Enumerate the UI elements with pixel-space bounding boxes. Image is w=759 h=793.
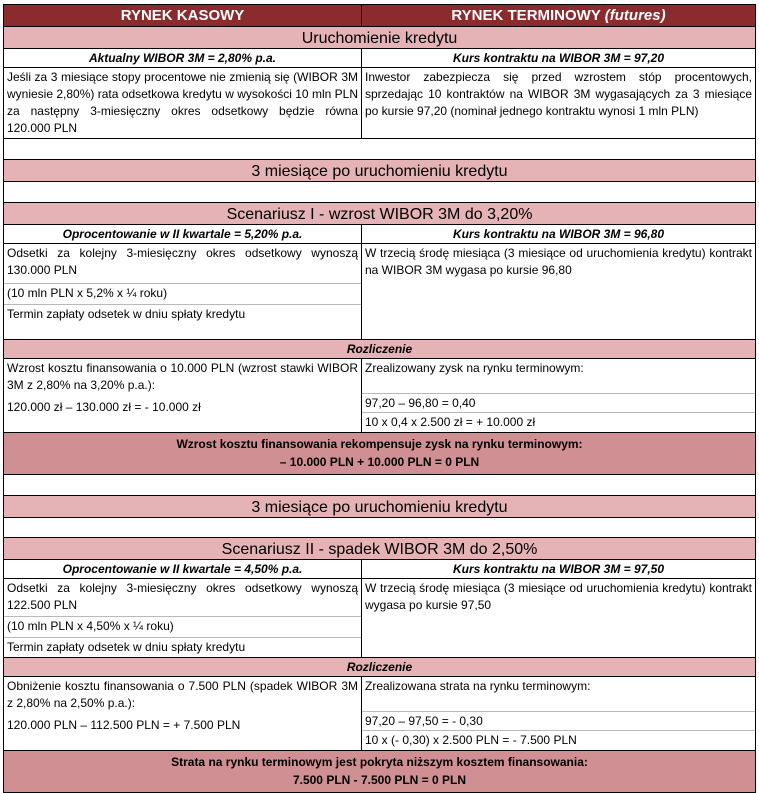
after-3-months-title: 3 miesiące po uruchomieniu kredytu (3, 159, 756, 182)
scenario-1-interest-rate: Oprocentowanie w II kwartale = 5,20% p.a. (3, 224, 362, 244)
scenario-1-settlement-title: Rozliczenie (3, 339, 756, 359)
scenario-1-spot-details (3, 243, 362, 340)
launch-futures-description: Inwestor zabezpiecza się przed wzrostem stóp procentowych, sprzedając 10 kontraktów na WIBOR 3M wygasających za 3 miesiące po kursie 97,20 (nominał jednego kontraktu wynosi 1 mln PLN) (361, 67, 756, 139)
scenario-1-cost-increase: Wzrost kosztu finansowania o 10.000 PLN (wzrost stawki WIBOR 3M z 2,80% na 3,20% p.a.): (7, 361, 358, 392)
futures-market-header (361, 4, 756, 27)
scenario-2-interest-formula: (10 mln PLN x 4,50% x ¼ roku) (4, 616, 361, 636)
spacer-row (3, 517, 756, 538)
scenario-1-cost-calc: 120.000 zł – 130.000 zł = - 10.000 zł (7, 400, 201, 414)
scenario-1-summary (3, 432, 756, 475)
wibor-hedging-table (3, 5, 756, 793)
scenario-1-contract-price: Kurs kontraktu na WIBOR 3M = 96,80 (361, 224, 756, 244)
scenario-1-settlement-futures (361, 358, 756, 433)
spacer-row (3, 474, 756, 496)
spot-market-header (3, 4, 362, 27)
spacer-row (3, 138, 756, 160)
scenario-2-summary-result: 7.500 PLN - 7.500 PLN = 0 PLN (292, 773, 467, 787)
scenario-2-settlement-spot (3, 676, 362, 751)
scenario-1-settlement-spot (3, 358, 362, 433)
scenario-2-price-diff: 97,20 – 97,50 = - 0,30 (362, 711, 755, 730)
scenario-1-summary-text: Wzrost kosztu finansowania rekompensuje zysk na rynku terminowym: (176, 437, 583, 451)
launch-title: Uruchomienie kredytu (3, 26, 756, 49)
spacer-row (3, 181, 756, 203)
scenario-1-price-diff: 97,20 – 96,80 = 0,40 (362, 393, 755, 412)
table-header (3, 5, 756, 27)
scenario-2-summary (3, 750, 756, 793)
launch-wibor-rate: Aktualny WIBOR 3M = 2,80% p.a. (3, 48, 362, 68)
scenario-2-contract-price: Kurs kontraktu na WIBOR 3M = 97,50 (361, 559, 756, 579)
launch-spot-description: Jeśli za 3 miesiące stopy procentowe nie zmienią się (WIBOR 3M wyniesie 2,80%) rata odsetkowa kredytu w wysokości 10 mln PLN za następny 3-miesięczny okres odsetkowy będzie równa 120.000 PLN (3, 67, 362, 139)
scenario-1-title: Scenariusz I - wzrost WIBOR 3M do 3,20% (3, 202, 756, 225)
scenario-2-interest-amount: Odsetki za kolejny 3-miesięczny okres odsetkowy wynoszą 122.500 PLN (7, 581, 358, 612)
scenario-2-title: Scenariusz II - spadek WIBOR 3M do 2,50% (3, 537, 756, 560)
launch-contract-price: Kurs kontraktu na WIBOR 3M = 97,20 (361, 48, 756, 68)
scenario-2-summary-text: Strata na rynku terminowym jest pokryta niższym kosztem finansowania: (171, 755, 588, 769)
scenario-2-futures-expiry: W trzecią środę miesiąca (3 miesiące od uruchomienia kredytu) kontrakt wygasa po kursie 97,50 (361, 578, 756, 658)
futures-italic-label: (futures) (604, 7, 666, 24)
scenario-1-profit-label: Zrealizowany zysk na rynku terminowym: (365, 361, 584, 375)
scenario-1-payment-term: Termin zapłaty odsetek w dniu spłaty kredytu (4, 304, 361, 325)
scenario-1-profit-calc: 10 x 0,4 x 2.500 zł = + 10.000 zł (362, 412, 755, 432)
scenario-1-futures-expiry: W trzecią środę miesiąca (3 miesiące od uruchomienia kredytu) kontrakt na WIBOR 3M wygasa po kursie 96,80 (361, 243, 756, 340)
scenario-2-cost-decrease: Obniżenie kosztu finansowania o 7.500 PLN (spadek WIBOR 3M z 2,80% na 2,50% p.a.): (7, 679, 358, 710)
scenario-2-spot-details (3, 578, 362, 658)
spot-market-label: RYNEK KASOWY (120, 7, 245, 24)
scenario-1-interest-amount: Odsetki za kolejny 3-miesięczny okres odsetkowy wynoszą 130.000 PLN (7, 246, 358, 277)
after-3-months-title-2: 3 miesiące po uruchomieniu kredytu (3, 495, 756, 518)
scenario-2-cost-calc: 120.000 PLN – 112.500 PLN = + 7.500 PLN (7, 718, 241, 732)
scenario-1-summary-result: – 10.000 PLN + 10.000 PLN = 0 PLN (279, 455, 480, 469)
scenario-1-interest-formula: (10 mln PLN x 5,2% x ¼ roku) (4, 283, 361, 304)
scenario-2-loss-label: Zrealizowana strata na rynku terminowym: (365, 679, 591, 693)
scenario-2-settlement-futures (361, 676, 756, 751)
scenario-2-interest-rate: Oprocentowanie w II kwartale = 4,50% p.a. (3, 559, 362, 579)
scenario-2-loss-calc: 10 x (- 0,30) x 2.500 PLN = - 7.500 PLN (362, 730, 755, 750)
scenario-2-settlement-title: Rozliczenie (3, 657, 756, 677)
scenario-2-payment-term: Termin zapłaty odsetek w dniu spłaty kredytu (4, 637, 361, 657)
futures-market-label: RYNEK TERMINOWY (451, 7, 601, 24)
